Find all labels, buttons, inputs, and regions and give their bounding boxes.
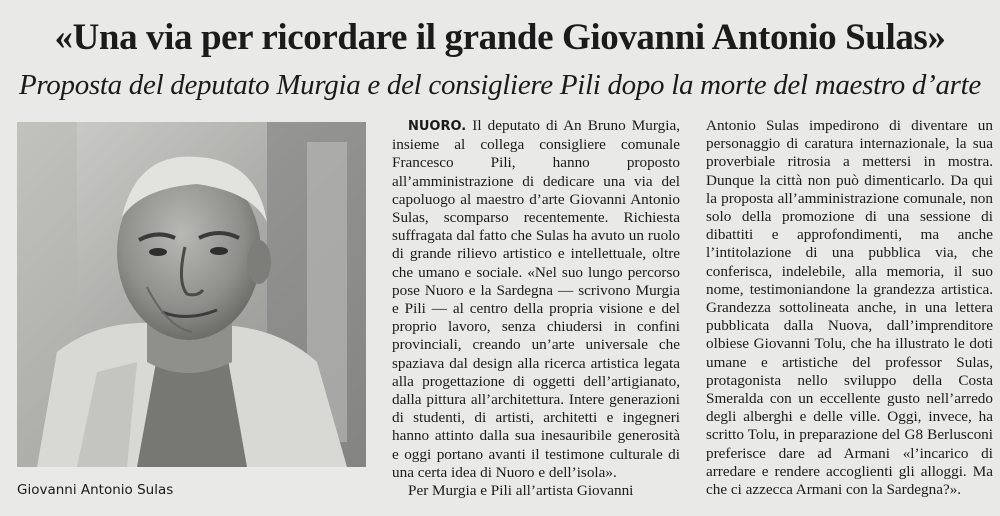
article-body-part-1: Il deputato di An Bruno Murgia, insieme al collega consigliere comunale Francesco Pili, hanno proposto all’amministrazione di dedicare una via del capoluogo al maestro d’arte Giovanni Antonio Sulas, scomparso recentemente. Richiesta suffragata dal fatto che Sulas ha avuto un ruolo di grande rilievo artistico e intellettuale, oltre che umano e sociale. «Nel suo lungo percorso pose Nuoro e la Sardegna — scrivono Murgia e Pili — al centro della propria visione e del proprio lavoro, senza chiudersi in confini provinciali, creando un’arte universale che spaziava dal design alla ricerca artistica legata alla progettazione di oggetti dell’artigianato, dalla pittura all’architettura. Intere generazioni di studenti, di artisti, architetti e ingegneri hanno attinto dalla sua inesauribile generosità e oggi portano avanti il testimone culturale di una certa idea di Nuoro e dell’isola». — [392, 117, 681, 481]
subheadline: Proposta del deputato Murgia e del consigliere Pili dopo la morte del maestro d’arte — [18, 69, 981, 101]
dateline: NUORO. — [408, 119, 467, 134]
article-paragraph-2-start: Per Murgia e Pili all’artista Giovanni — [408, 482, 634, 500]
article-column-1 — [392, 117, 680, 500]
photo-caption: Giovanni Antonio Sulas — [17, 482, 174, 498]
article-paragraph-1 — [392, 117, 680, 482]
article-body-part-2: Antonio Sulas impedirono di diventare un personaggio di caratura internazionale, la sua proverbiale ritrosia a mettersi in mostra. Dunque la città non può dimenticarlo. Da qui la proposta all’amministrazione comunale, non solo della promozione di una sessione di dibattiti e approfondimenti, ma anche l’intitolazione di una pubblica via, che conferisca, indelebile, alla memoria, il suo nome, testimoniandone la grandezza artistica. Grandezza sottolineata anche, in una lettera pubblicata dalla Nuova, dall’imprenditore olbiese Giovanni Tolu, che ha illustrato le doti umane e artistiche del professor Sulas, protagonista nello sviluppo della Costa Smeralda con un eccellente gusto nell’arredo degli alberghi e delle ville. Oggi, invece, ha scritto Tolu, in preparazione del G8 Berlusconi preferisce dare ad Armani «l’incarico di arredare e rendere accoglienti gli alloggi. Ma che ci azzecca Armani con la Sardegna?». — [706, 117, 993, 499]
portrait-image — [17, 122, 366, 467]
portrait-photo — [17, 122, 366, 467]
headline: «Una via per ricordare il grande Giovanni Antonio Sulas» — [54, 17, 946, 58]
article-column-2 — [706, 117, 993, 499]
